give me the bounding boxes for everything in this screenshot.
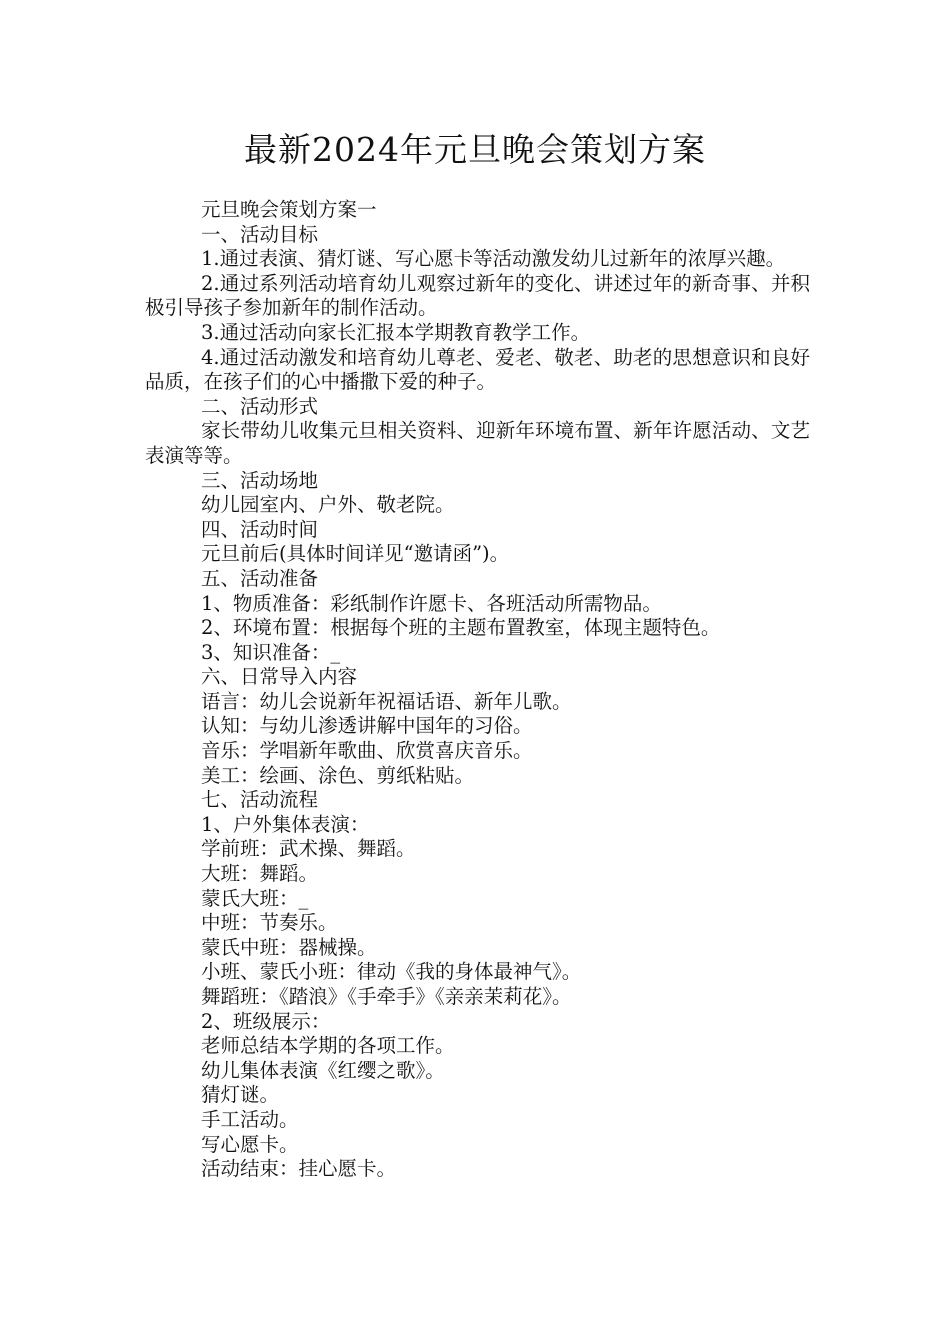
paragraph: 音乐：学唱新年歌曲、欣赏喜庆音乐。 <box>201 739 533 763</box>
paragraph: 2、班级展示： <box>201 1009 331 1033</box>
paragraph: 3.通过活动向家长汇报本学期教育教学工作。 <box>201 320 591 344</box>
paragraph: 幼儿园室内、户外、敬老院。 <box>201 493 455 517</box>
document-body <box>145 198 810 1182</box>
paragraph: 3、知识准备：_ <box>201 640 341 664</box>
paragraph: 猜灯谜。 <box>201 1083 280 1107</box>
section-heading: 六、日常导入内容 <box>201 665 358 689</box>
paragraph: 小班、蒙氏小班：律动《我的身体最神气》。 <box>201 960 582 984</box>
section-heading: 五、活动准备 <box>201 566 319 590</box>
paragraph: 1、户外集体表演： <box>201 812 370 836</box>
paragraph: 写心愿卡。 <box>201 1132 299 1156</box>
paragraph: 学前班：武术操、舞蹈。 <box>201 837 416 861</box>
paragraph: 2.通过系列活动培育幼儿观察过新年的变化、讲述过年的新奇事、并积极引导孩子参加新年的制作活动。 <box>145 271 810 320</box>
paragraph: 蒙氏中班：器械操。 <box>201 935 377 959</box>
paragraph: 1.通过表演、猜灯谜、写心愿卡等活动激发幼儿过新年的浓厚兴趣。 <box>201 247 786 271</box>
section-heading: 二、活动形式 <box>201 394 319 418</box>
paragraph: 美工：绘画、涂色、剪纸粘贴。 <box>201 763 475 787</box>
paragraph: 2、环境布置：根据每个班的主题布置教室，体现主题特色。 <box>201 616 721 640</box>
paragraph: 活动结束：挂心愿卡。 <box>201 1157 397 1181</box>
paragraph: 手工活动。 <box>201 1107 299 1131</box>
paragraph: 幼儿集体表演《红缨之歌》。 <box>201 1058 445 1082</box>
paragraph: 1、物质准备：彩纸制作许愿卡、各班活动所需物品。 <box>201 591 662 615</box>
paragraph: 认知：与幼儿渗透讲解中国年的习俗。 <box>201 714 533 738</box>
paragraph: 元旦晚会策划方案一 <box>201 198 377 221</box>
paragraph: 中班：节奏乐。 <box>201 911 338 935</box>
paragraph: 4.通过活动激发和培育幼儿尊老、爱老、敬老、助老的思想意识和良好品质，在孩子们的心中播撒下爱的种子。 <box>145 345 810 394</box>
section-heading: 三、活动场地 <box>201 468 319 492</box>
section-heading: 七、活动流程 <box>201 788 319 812</box>
paragraph: 语言：幼儿会说新年祝福话语、新年儿歌。 <box>201 689 572 713</box>
section-heading: 一、活动目标 <box>201 222 319 246</box>
paragraph: 蒙氏大班：_ <box>201 886 309 910</box>
paragraph: 家长带幼儿收集元旦相关资料、迎新年环境布置、新年许愿活动、文艺表演等等。 <box>145 419 810 467</box>
paragraph: 老师总结本学期的各项工作。 <box>201 1034 455 1058</box>
paragraph: 舞蹈班：《踏浪》《手牵手》《亲亲茉莉花》。 <box>201 985 572 1008</box>
section-heading: 四、活动时间 <box>201 517 319 541</box>
document-title: 最新2024年元旦晚会策划方案 <box>244 130 706 169</box>
paragraph: 元旦前后(具体时间详见“邀请函”)。 <box>201 542 510 566</box>
paragraph: 大班：舞蹈。 <box>201 862 319 886</box>
